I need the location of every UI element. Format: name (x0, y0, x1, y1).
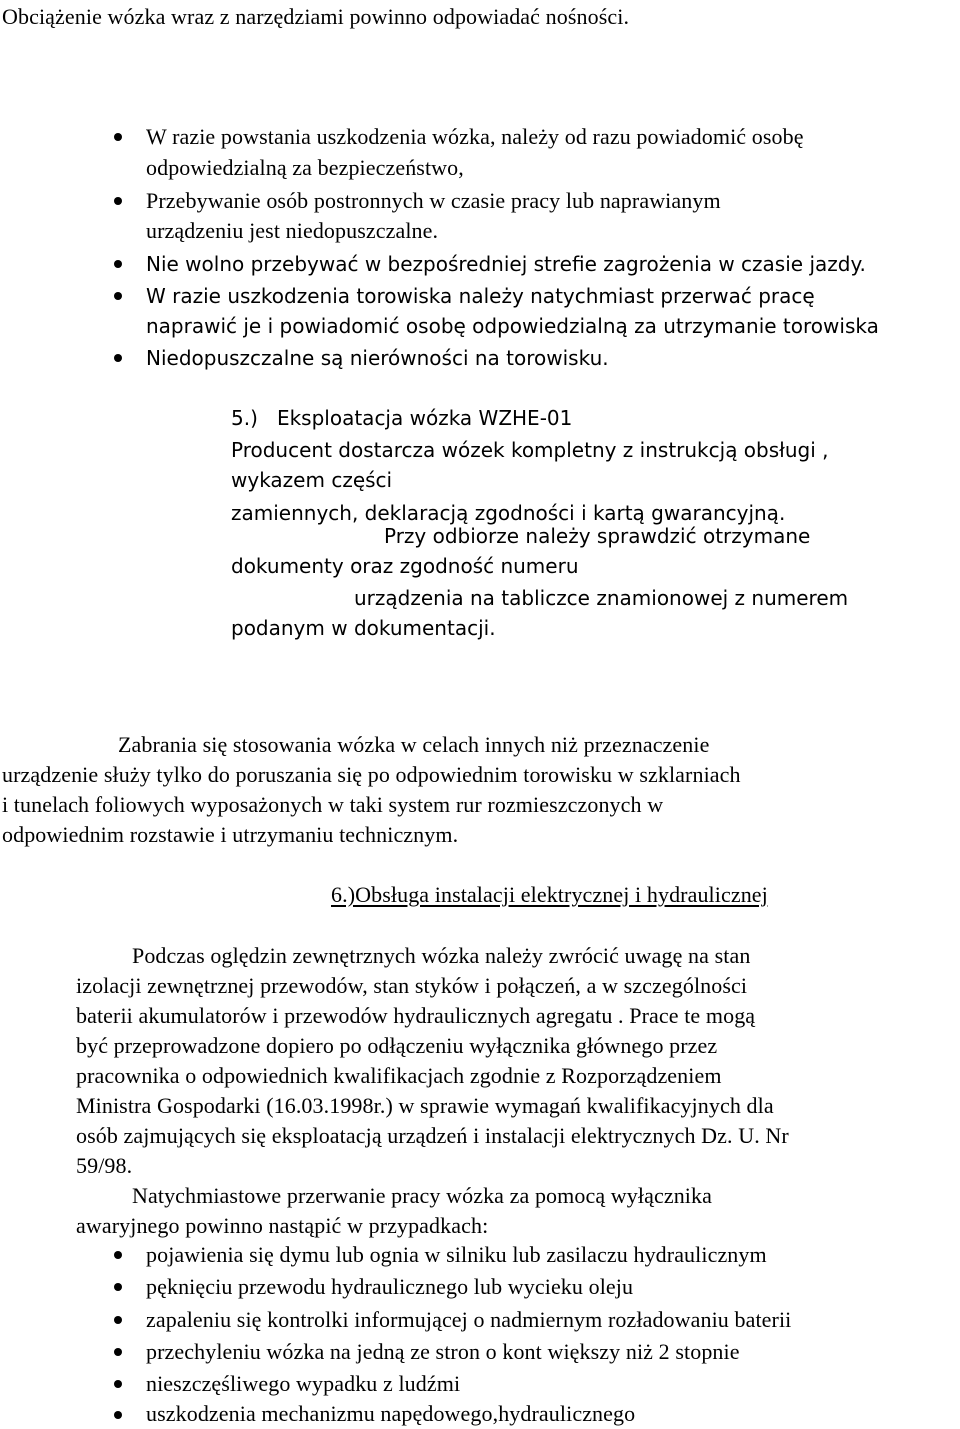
bullet-dot-1 (114, 133, 122, 141)
safety-line-2: odpowiedzialną za bezpieczeństwo, (146, 155, 464, 180)
section-5-heading: 5.) Eksploatacja wózka WZHE-01 (231, 406, 573, 430)
safety-line-4: urządzeniu jest niedopuszczalne. (146, 218, 439, 243)
emergency-item-6: uszkodzenia mechanizmu napędowego,hydraulicznego (146, 1401, 636, 1426)
emergency-item-1: pojawienia się dymu lub ognia w silniku lub zasilaczu hydraulicznym (146, 1242, 767, 1267)
section-6-line-3: baterii akumulatorów i przewodów hydraulicznych agregatu . Prace te mogą (76, 1003, 756, 1028)
emergency-bullet-dot-6 (114, 1411, 122, 1419)
section-5-line-6: dokumenty oraz zgodność numeru (231, 554, 579, 578)
section-6-line-4: być przeprowadzone dopiero po odłączeniu wyłącznika głównego przez (76, 1033, 718, 1058)
emergency-bullet-dot-5 (114, 1380, 122, 1388)
section-6-line-10: awaryjnego powinno nastąpić w przypadkach: (76, 1213, 489, 1238)
bullet-dot-4 (114, 292, 122, 300)
usage-line-3: i tunelach foliowych wyposażonych w taki system rur rozmieszczonych w (2, 792, 664, 817)
section-6-line-7: osób zajmujących się eksploatacją urządzeń i instalacji elektrycznych Dz. U. Nr (76, 1123, 789, 1148)
emergency-item-4: przechyleniu wózka na jedną ze stron o kont większy niż 2 stopnie (146, 1339, 740, 1364)
bullet-dot-5 (114, 354, 122, 362)
emergency-item-3: zapaleniu się kontrolki informującej o nadmiernym rozładowaniu baterii (146, 1307, 792, 1332)
section-5-line-3: wykazem części (231, 468, 393, 492)
section-5-line-4: zamiennych, deklaracją zgodności i kartą gwarancyjną. (231, 501, 786, 525)
safety-line-3: Przebywanie osób postronnych w czasie pracy lub naprawianym (146, 188, 721, 213)
safety-line-7: naprawić je i powiadomić osobę odpowiedzialną za utrzymanie torowiska (146, 314, 879, 338)
emergency-bullet-dot-4 (114, 1348, 122, 1356)
section-6-line-5: pracownika o odpowiednich kwalifikacjach zgodnie z Rozporządzeniem (76, 1063, 722, 1088)
header-text: Obciążenie wózka wraz z narzędziami powinno odpowiadać nośności. (2, 4, 630, 29)
emergency-bullet-dot-3 (114, 1316, 122, 1324)
section-5-line-2: Producent dostarcza wózek kompletny z instrukcją obsługi , (231, 438, 829, 462)
usage-line-2: urządzenie służy tylko do poruszania się po odpowiednim torowisku w szklarniach (2, 762, 741, 787)
safety-line-1: W razie powstania uszkodzenia wózka, należy od razu powiadomić osobę (146, 124, 804, 149)
safety-line-5: Nie wolno przebywać w bezpośredniej strefie zagrożenia w czasie jazdy. (146, 252, 866, 276)
section-6-heading: 6.)Obsługa instalacji elektrycznej i hydraulicznej (331, 882, 768, 907)
section-6-line-6: Ministra Gospodarki (16.03.1998r.) w sprawie wymagań kwalifikacyjnych dla (76, 1093, 774, 1118)
emergency-bullet-dot-2 (114, 1283, 122, 1291)
section-6-line-8: 59/98. (76, 1153, 133, 1178)
safety-line-6: W razie uszkodzenia torowiska należy natychmiast przerwać pracę (146, 284, 815, 308)
section-5-line-8: podanym w dokumentacji. (231, 616, 496, 640)
usage-line-1: Zabrania się stosowania wózka w celach innych niż przeznaczenie (118, 732, 710, 757)
section-6-line-1: Podczas oględzin zewnętrznych wózka należy zwrócić uwagę na stan (132, 943, 751, 968)
section-6-line-9: Natychmiastowe przerwanie pracy wózka za pomocą wyłącznika (132, 1183, 712, 1208)
bullet-dot-3 (114, 260, 122, 268)
section-6-line-2: izolacji zewnętrznej przewodów, stan styków i połączeń, a w szczególności (76, 973, 748, 998)
safety-line-8: Niedopuszczalne są nierówności na torowisku. (146, 346, 609, 370)
emergency-bullet-dot-1 (114, 1251, 122, 1259)
section-5-line-5: Przy odbiorze należy sprawdzić otrzymane (384, 524, 811, 548)
section-5-line-7: urządzenia na tabliczce znamionowej z numerem (354, 586, 849, 610)
usage-line-4: odpowiednim rozstawie i utrzymaniu technicznym. (2, 822, 459, 847)
emergency-item-5: nieszczęśliwego wypadku z ludźmi (146, 1371, 461, 1396)
emergency-item-2: pęknięciu przewodu hydraulicznego lub wycieku oleju (146, 1274, 634, 1299)
bullet-dot-2 (114, 197, 122, 205)
